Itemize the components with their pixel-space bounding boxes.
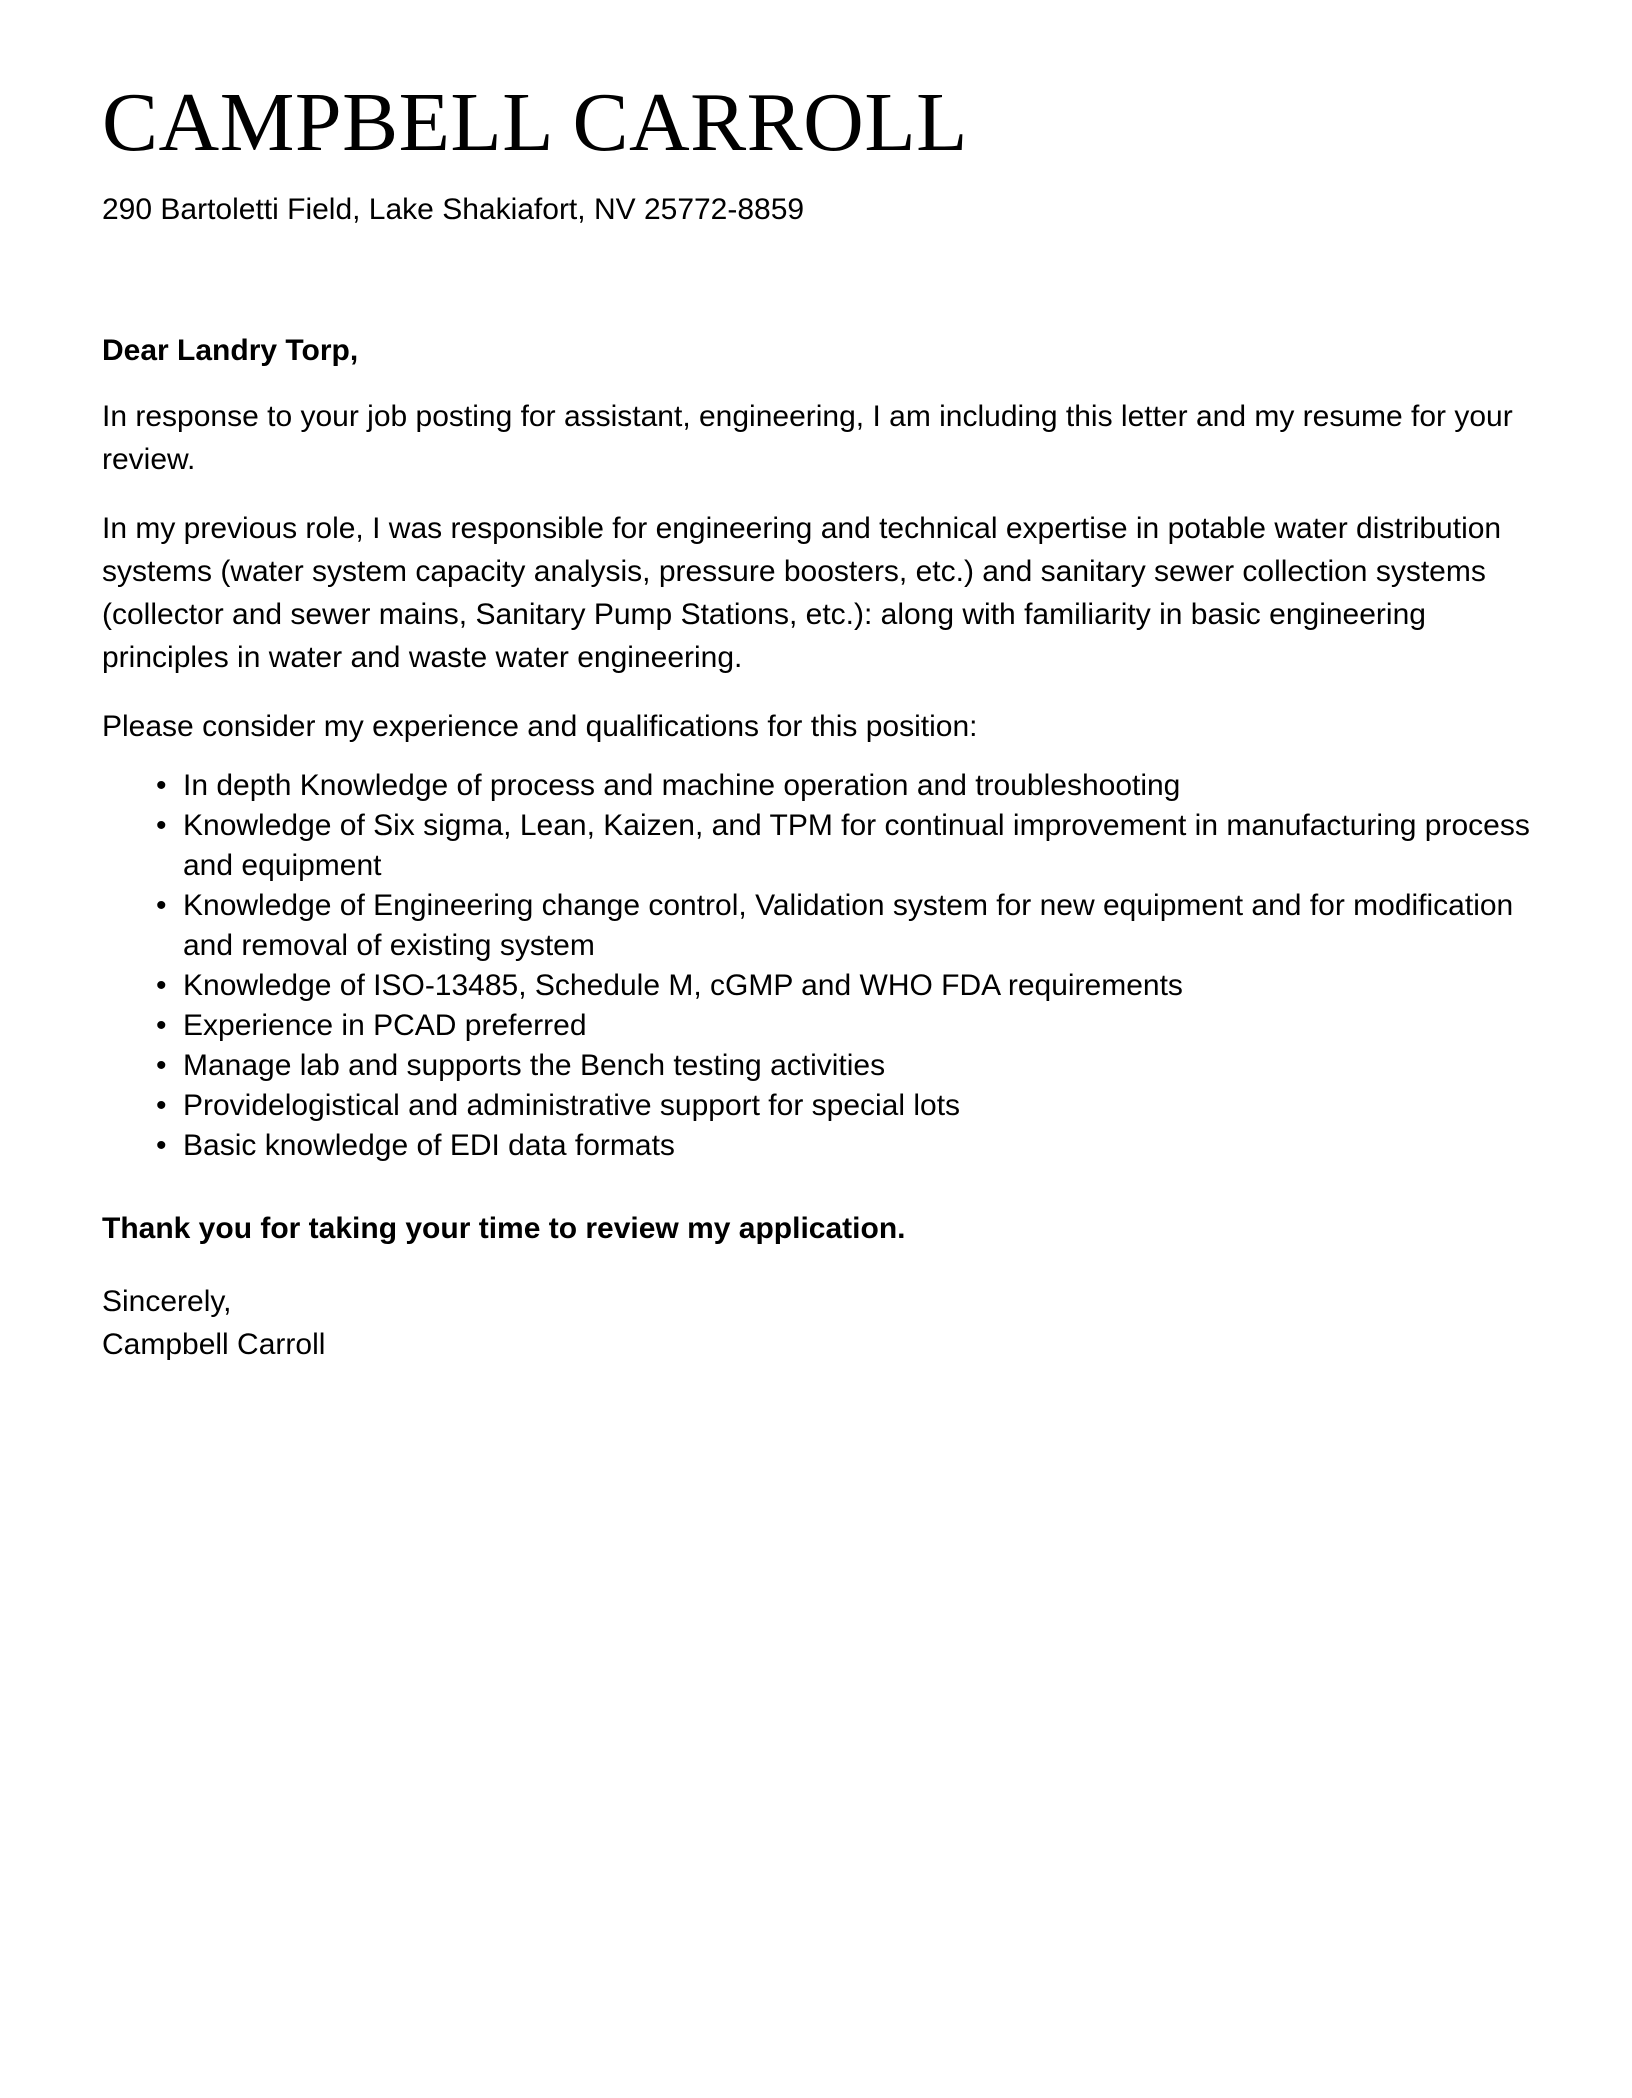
qualifications-lead: Please consider my experience and qualifications for this position: bbox=[102, 710, 978, 743]
qualification-item: • Manage lab and supports the Bench testing activities bbox=[102, 1046, 1530, 1086]
page-title: CAMPBELL CARROLL bbox=[102, 76, 968, 169]
signature-name: Campbell Carroll bbox=[102, 1328, 326, 1361]
qualification-item: • Knowledge of ISO-13485, Schedule M, cGMP and WHO FDA requirements bbox=[102, 966, 1530, 1006]
qualification-item: • Providelogistical and administrative support for special lots bbox=[102, 1086, 1530, 1126]
closing-line: Thank you for taking your time to review my application. bbox=[102, 1212, 906, 1245]
qualifications-list bbox=[102, 766, 1530, 1166]
signoff-line: Sincerely, bbox=[102, 1285, 232, 1318]
contact-address: 290 Bartoletti Field, Lake Shakiafort, NV 25772-8859 bbox=[102, 193, 805, 226]
qualification-item: • Experience in PCAD preferred bbox=[102, 1006, 1530, 1046]
greeting-line: Dear Landry Torp, bbox=[102, 334, 359, 367]
experience-paragraph: In my previous role, I was responsible for engineering and technical expertise in potable water distribution systems (water system capacity analysis, pressure boosters, etc.) and sanitary sewer collection systems (collector and sewer mains, Sanitary Pump Stations, etc.): along with familiarity in basic engineering principles in water and waste water engineering. bbox=[102, 512, 1502, 674]
qualification-item: • In depth Knowledge of process and machine operation and troubleshooting bbox=[102, 766, 1530, 806]
qualification-item: • Knowledge of Six sigma, Lean, Kaizen, and TPM for continual improvement in manufacturing process and equipment bbox=[102, 806, 1530, 886]
qualification-item: • Basic knowledge of EDI data formats bbox=[102, 1126, 1530, 1166]
signature-block bbox=[102, 1280, 1530, 1366]
intro-paragraph: In response to your job posting for assistant, engineering, I am including this letter and my resume for your review. bbox=[102, 400, 1513, 476]
qualification-item: • Knowledge of Engineering change control, Validation system for new equipment and for modification and removal of existing system bbox=[102, 886, 1530, 966]
